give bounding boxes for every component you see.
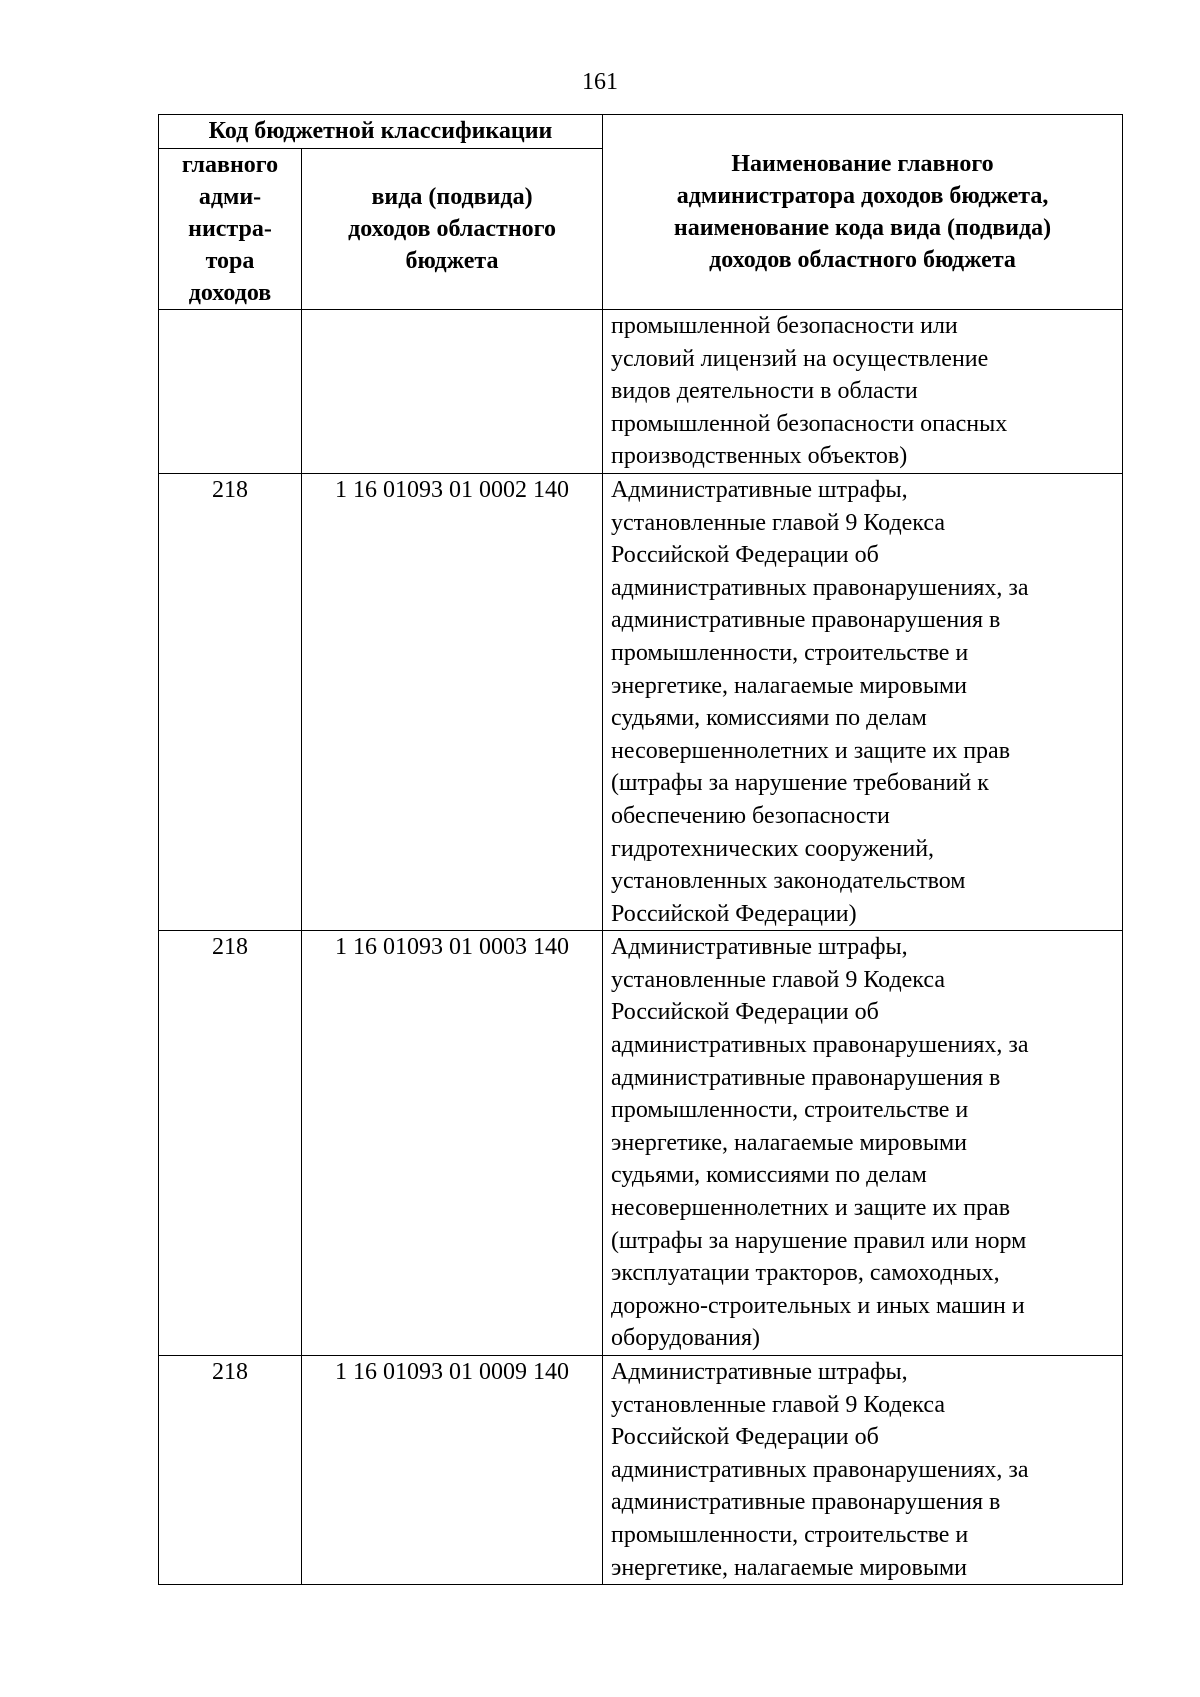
header-admin-line: тора <box>205 248 255 274</box>
header-name-line: доходов областного бюджета <box>709 247 1016 273</box>
income-name-line: энергетике, налагаемые мировыми <box>611 672 968 699</box>
income-name-line: установленные главой 9 Кодекса <box>611 966 945 993</box>
income-name-line: промышленной безопасности опасных <box>611 410 1008 437</box>
income-name-line: несовершеннолетних и защите их прав <box>611 737 1011 764</box>
header-name-line: наименование кода вида (подвида) <box>673 215 1052 241</box>
income-name-line: промышленности, строительстве и <box>611 639 969 666</box>
income-name-line: производственных объектов) <box>611 443 908 470</box>
income-name-line: административные правонарушения в <box>611 1489 1001 1516</box>
income-name-line: промышленной безопасности или <box>611 313 958 339</box>
header-admin-line: доходов <box>188 280 272 306</box>
income-name-line: энергетике, налагаемые мировыми <box>611 1554 968 1581</box>
table-row <box>159 310 1123 474</box>
income-name-line: административных правонарушениях, за <box>611 1032 1029 1059</box>
income-name-line: Административные штрафы, <box>611 1359 908 1385</box>
income-name-line: обеспечению безопасности <box>611 802 890 829</box>
income-code-cell <box>302 310 603 474</box>
admin-code-cell: 218 <box>159 1356 302 1585</box>
header-code-line: бюджета <box>405 248 499 274</box>
income-name-line: установленные главой 9 Кодекса <box>611 509 945 536</box>
income-name-line: гидротехнических сооружений, <box>611 835 935 862</box>
header-name-line: Наименование главного <box>731 151 994 177</box>
header-group-title: Код бюджетной классификации <box>159 115 603 149</box>
income-name-line: промышленности, строительстве и <box>611 1097 969 1124</box>
budget-classification-table <box>158 114 1123 1585</box>
income-name-line: эксплуатации тракторов, самоходных, <box>611 1260 1000 1287</box>
income-name-line: энергетике, налагаемые мировыми <box>611 1129 968 1156</box>
header-name-line: администратора доходов бюджета, <box>676 183 1049 209</box>
income-name-line: Российской Федерации об <box>611 542 879 569</box>
income-name-line: Административные штрафы, <box>611 934 908 961</box>
admin-code-cell: 218 <box>159 931 302 1356</box>
income-name-cell <box>603 310 1123 474</box>
admin-code-cell <box>159 310 302 474</box>
income-name-line: Российской Федерации) <box>611 900 857 927</box>
income-name-line: Административные штрафы, <box>611 476 908 503</box>
income-name-cell <box>603 1356 1123 1585</box>
income-name-line: административных правонарушениях, за <box>611 574 1029 601</box>
income-name-line: оборудования) <box>611 1325 760 1352</box>
income-name-line: административных правонарушениях, за <box>611 1456 1029 1483</box>
income-code-cell: 1 16 01093 01 0003 140 <box>302 931 603 1356</box>
header-admin-line: нистра- <box>188 216 272 242</box>
income-name-line: Российской Федерации об <box>611 1424 879 1451</box>
header-admin-line: адми- <box>198 184 262 210</box>
table-body <box>159 310 1123 1585</box>
income-name-line: судьями, комиссиями по делам <box>611 1162 927 1189</box>
table-row <box>159 931 1123 1356</box>
income-code-cell: 1 16 01093 01 0002 140 <box>302 473 603 930</box>
header-admin-column <box>159 149 302 310</box>
header-code-column <box>302 149 603 310</box>
income-name-line: видов деятельности в области <box>611 378 918 405</box>
header-name-column <box>603 115 1123 310</box>
income-name-line: установленных законодательством <box>611 868 966 895</box>
income-name-line: дорожно-строительных и иных машин и <box>611 1292 1025 1319</box>
header-code-line: доходов областного <box>348 216 556 242</box>
income-name-line: (штрафы за нарушение правил или норм <box>611 1227 1027 1254</box>
header-admin-line: главного <box>181 152 279 178</box>
income-name-line: условий лицензий на осуществление <box>611 345 989 372</box>
income-name-cell <box>603 473 1123 930</box>
table-row <box>159 473 1123 930</box>
income-name-line: несовершеннолетних и защите их прав <box>611 1195 1011 1222</box>
income-name-line: административные правонарушения в <box>611 1064 1001 1091</box>
admin-code-cell: 218 <box>159 473 302 930</box>
income-name-line: судьями, комиссиями по делам <box>611 705 927 732</box>
income-name-line: промышленности, строительстве и <box>611 1521 969 1548</box>
table-row <box>159 1356 1123 1585</box>
income-name-line: административные правонарушения в <box>611 607 1001 634</box>
header-code-line: вида (подвида) <box>371 184 533 210</box>
income-name-line: (штрафы за нарушение требований к <box>611 770 989 797</box>
income-name-line: установленные главой 9 Кодекса <box>611 1391 945 1418</box>
page-number: 161 <box>582 69 618 95</box>
income-name-line: Российской Федерации об <box>611 999 879 1026</box>
income-name-cell <box>603 931 1123 1356</box>
income-code-cell: 1 16 01093 01 0009 140 <box>302 1356 603 1585</box>
